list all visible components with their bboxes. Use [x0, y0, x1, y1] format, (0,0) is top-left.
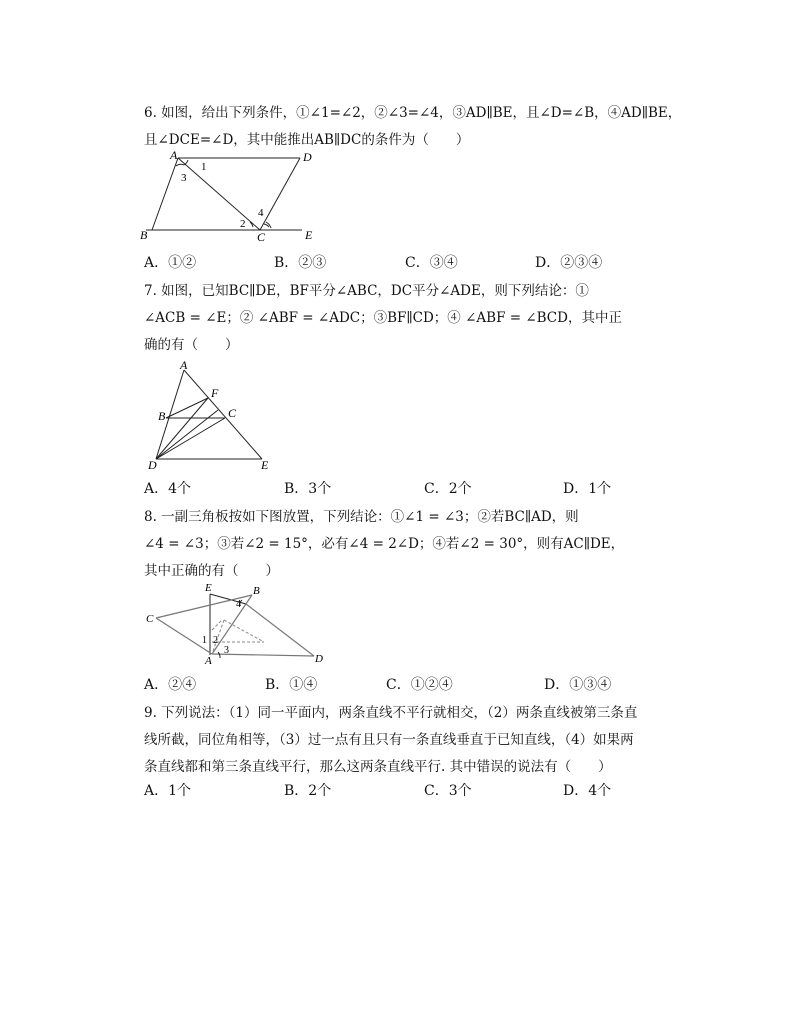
q6-option-b[interactable]: B．②③: [274, 255, 327, 271]
q6-option-a[interactable]: A．①②: [144, 255, 197, 271]
q6-label-B: B: [140, 228, 148, 242]
q8-label-E: E: [205, 582, 212, 594]
q6-stem-line1: 6. 如图，给出下列条件，①∠1=∠2，②∠3=∠4，③AD∥BE，且∠D=∠B，④AD∥BE，: [144, 105, 682, 121]
q7-option-a[interactable]: A．4个: [144, 481, 192, 497]
q7-option-b[interactable]: B．3个: [284, 481, 332, 497]
q7-label-B: B: [158, 409, 166, 423]
q8-angle-1: 1: [202, 635, 207, 646]
q7-option-c[interactable]: C．2个: [424, 481, 472, 497]
q9-option-c[interactable]: C．3个: [424, 783, 472, 799]
q9-option-d[interactable]: D．4个: [563, 783, 612, 799]
q6-figure: [140, 148, 320, 244]
q7-figure: [142, 358, 282, 470]
q7-label-C: C: [228, 406, 237, 420]
q8-option-a[interactable]: A．②④: [144, 677, 197, 693]
q6-angle-2: 2: [240, 218, 246, 230]
q7-stem-line1: 7. 如图，已知BC∥DE，BF平分∠ABC，DC平分∠ADE，则下列结论：①: [144, 283, 589, 299]
q9-stem-line1: 9. 下列说法：（1）同一平面内，两条直线不平行就相交，（2）两条直线被第三条直: [144, 705, 638, 721]
q8-stem-line3: 其中正确的有（ ）: [144, 563, 279, 579]
q9-stem-line3: 条直线都和第三条直线平行，那么这两条直线平行. 其中错误的说法有（ ）: [144, 759, 612, 775]
q6-label-D: D: [303, 150, 312, 164]
q8-angle-4: 4: [236, 599, 241, 610]
q8-stem-line1: 8. 一副三角板按如下图放置，下列结论：①∠1 = ∠3；②若BC∥AD，则: [144, 509, 579, 525]
q9-option-b[interactable]: B．2个: [284, 783, 332, 799]
q6-label-A: A: [170, 148, 178, 162]
q8-angle-3: 3: [224, 645, 229, 656]
q8-label-A: A: [205, 655, 212, 667]
q9-stem-line2: 线所截，同位角相等，（3）过一点有且只有一条直线垂直于已知直线，（4）如果两: [144, 732, 634, 748]
q8-option-b[interactable]: B．①④: [265, 677, 318, 693]
q8-option-d[interactable]: D．①③④: [544, 677, 612, 693]
q6-angle-4: 4: [258, 207, 264, 219]
q6-option-d[interactable]: D．②③④: [535, 255, 603, 271]
q6-angle-1: 1: [201, 161, 207, 173]
q6-option-c[interactable]: C．③④: [405, 255, 458, 271]
q8-label-C: C: [146, 613, 154, 625]
q7-label-E: E: [261, 458, 269, 470]
q6-angle-3: 3: [181, 172, 187, 184]
q6-stem-line2: 且∠DCE=∠D，其中能推出AB∥DC的条件为（ ）: [144, 132, 470, 148]
q7-stem-line3: 确的有（ ）: [144, 337, 239, 353]
q8-label-B: B: [253, 585, 260, 597]
q7-label-F: F: [211, 386, 219, 400]
q7-label-A: A: [180, 358, 188, 372]
q8-figure: [142, 582, 332, 668]
q7-label-D: D: [148, 458, 157, 470]
q7-option-d[interactable]: D．1个: [563, 481, 612, 497]
q9-option-a[interactable]: A．1个: [144, 783, 192, 799]
q8-stem-line2: ∠4 = ∠3；③若∠2 = 15°，必有∠4 = 2∠D；④若∠2 = 30°，则有AC∥DE，: [144, 536, 625, 552]
q6-label-E: E: [305, 228, 313, 242]
q8-angle-2: 2: [213, 635, 218, 646]
q7-stem-line2: ∠ACB = ∠E；② ∠ABF = ∠ADC；③BF∥CD；④ ∠ABF = ∠BCD，其中正: [144, 310, 622, 326]
q8-label-D: D: [315, 653, 323, 665]
q8-option-c[interactable]: C．①②④: [386, 677, 453, 693]
q6-label-C: C: [257, 230, 266, 244]
